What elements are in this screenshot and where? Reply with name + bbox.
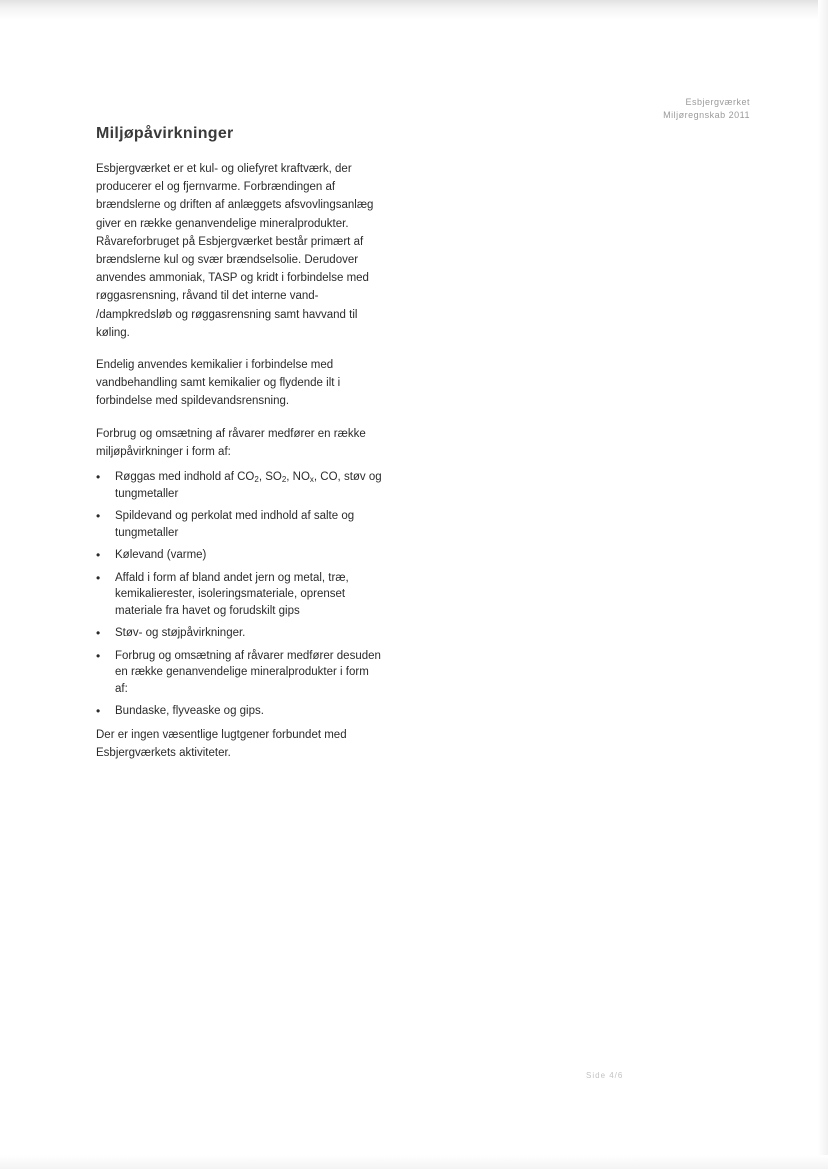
list-item (96, 570, 396, 620)
text-line: tungmetaller (115, 526, 179, 539)
bullet-icon: • (96, 648, 101, 663)
text-line: brændslerne og driften af anlæggets afsvovlingsanlæg (96, 199, 374, 212)
page-title: Miljøpåvirkninger (96, 125, 234, 142)
page-edge-shadow (0, 1155, 828, 1169)
text-fragment: , CO, støv og (313, 471, 382, 484)
text-line: Esbjergværket er et kul- og oliefyret kraftværk, der (96, 163, 352, 175)
text-line: miljøpåvirkninger i form af: (96, 445, 231, 458)
text-line: materiale fra havet og forudskilt gips (115, 604, 300, 617)
impact-list (96, 469, 396, 720)
text-line: køling. (96, 326, 130, 339)
subscript: 2 (254, 475, 259, 485)
text-line: Der er ingen væsentlige lugtgener forbundet med (96, 728, 347, 741)
text-line: forbindelse med spildevandsrensning. (96, 395, 290, 408)
list-item (96, 547, 396, 564)
text-line: Affald i form af bland andet jern og metal, træ, (115, 571, 349, 584)
running-header (663, 96, 750, 122)
text-line: røggasrensning, råvand til det interne vand- (96, 290, 319, 303)
paragraph-closing (96, 726, 396, 762)
text-line: tungmetaller (115, 487, 179, 500)
list-item (96, 625, 396, 642)
text-fragment: , NO (286, 471, 310, 484)
text-fragment: , SO (258, 471, 282, 484)
text-line: Bundaske, flyveaske og gips. (115, 705, 264, 718)
text-line: Støv- og støjpåvirkninger. (115, 627, 246, 640)
bullet-icon: • (96, 470, 101, 485)
text-line: Kølevand (varme) (115, 549, 207, 562)
bullet-icon: • (96, 548, 101, 563)
paragraph-chemicals (96, 356, 396, 411)
text-line: Forbrug og omsætning af råvarer medfører desuden (115, 649, 381, 662)
header-company: Esbjergværket (685, 97, 750, 107)
bullet-icon: • (96, 704, 101, 719)
bullet-icon: • (96, 570, 101, 585)
text-line: Endelig anvendes kemikalier i forbindelse med (96, 359, 334, 372)
page-number: Side 4/6 (586, 1071, 624, 1080)
page-edge-shadow (818, 0, 828, 1169)
list-item (96, 469, 396, 502)
subscript: 2 (281, 475, 287, 485)
text-line (115, 469, 396, 486)
text-line: producerer el og fjernvarme. Forbrændingen af (96, 181, 336, 194)
text-line: giver en række genanvendelige mineralprodukter. (96, 217, 349, 230)
text-line: anvendes ammoniak, TASP og kridt i forbindelse med (96, 272, 369, 285)
paragraph-impacts (96, 425, 396, 461)
header-report: Miljøregnskab 2011 (663, 110, 750, 120)
text-fragment: Røggas med indhold af CO (115, 471, 255, 484)
page-edge-shadow (0, 0, 828, 20)
list-item (96, 703, 396, 720)
bullet-icon: • (96, 626, 101, 641)
text-line: brændslerne kul og svær brændselsolie. Derudover (96, 254, 359, 267)
text-line: Råvareforbruget på Esbjergværket består primært af (96, 235, 364, 248)
list-item (96, 508, 396, 541)
text-line: /dampkredsløb og røggasrensning samt havvand til (96, 308, 358, 321)
text-line: kemikalierester, isoleringsmateriale, oprenset (115, 588, 346, 601)
text-line: en række genanvendelige mineralprodukter i form (115, 666, 369, 679)
text-line: Spildevand og perkolat med indhold af salte og (115, 510, 355, 523)
text-line: Esbjergværkets aktiviteter. (96, 746, 231, 759)
text-line: vandbehandling samt kemikalier og flydende ilt i (96, 377, 341, 390)
bullet-icon: • (96, 509, 101, 524)
list-item (96, 648, 396, 698)
text-line: Forbrug og omsætning af råvarer medfører en række (96, 427, 366, 440)
text-line: af: (115, 682, 128, 695)
subscript: x (309, 475, 314, 485)
main-content (96, 124, 396, 776)
paragraph-intro (96, 160, 396, 342)
